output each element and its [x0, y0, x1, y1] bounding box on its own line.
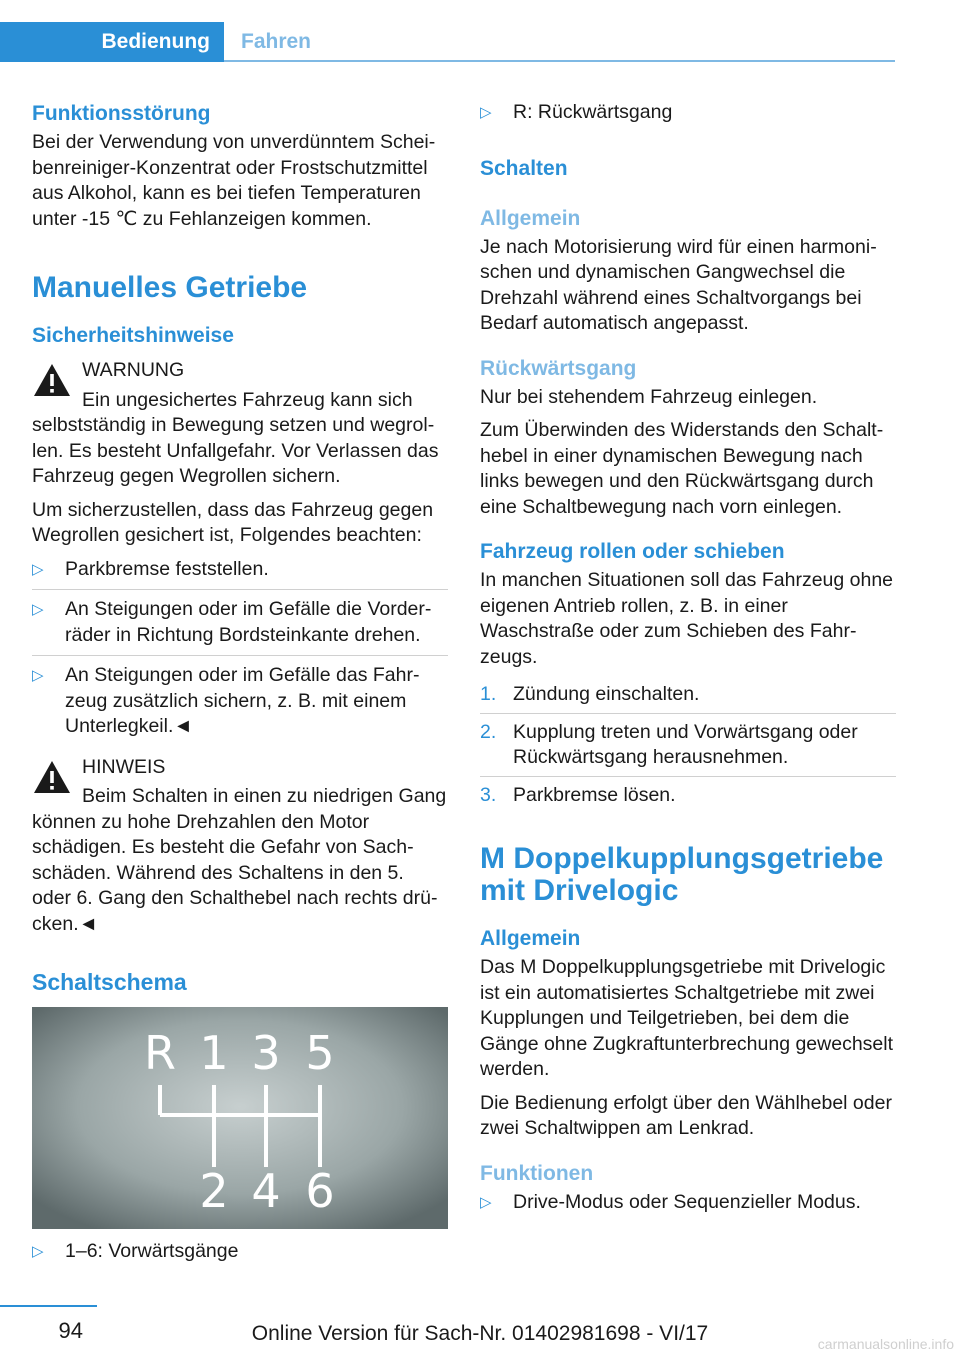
notice-label: HINWEIS [82, 755, 166, 778]
safety-list [32, 557, 448, 747]
text-mdkg-1: Das M Doppelkupplungsgetriebe mit Drivelogic ist ein automatisiertes Schaltgetriebe mit zwei Kupplungen und Teilgetrieben, bei dem die Gänge ohne Zugkraftunterbrechung gewechselt werden. [480, 956, 894, 1080]
heading-fahrzeug-rollen: Fahrzeug rollen oder schieben [480, 540, 785, 563]
left-column [32, 100, 448, 1280]
list-item: ▷ Drive-Modus oder Sequenzieller Modus. [480, 1190, 896, 1223]
warning-triangle-icon [32, 759, 72, 795]
gear-label-3: 3 [251, 1026, 281, 1080]
warning-block [32, 358, 448, 384]
list-item: ▷ An Steigungen oder im Gefälle die Vorderräder in Richtung Bordsteinkante drehen. [32, 597, 448, 656]
warning-text: Ein ungesichertes Fahrzeug kann sich selbstständig in Bewegung setzen und wegrollen. Es besteht Unfallgefahr. Vor Verlassen das Fahrzeug gegen Wegrollen sichern. [32, 388, 439, 487]
heading-allgemein-2: Allgemein [480, 927, 581, 950]
triangle-bullet-icon: ▷ [32, 667, 44, 684]
triangle-bullet-icon: ▷ [480, 104, 492, 121]
warning-label: WARNUNG [82, 359, 185, 381]
list-item: 2. Kupplung treten und Vorwärtsgang oder Rückwärtsgang herausnehmen. [480, 720, 896, 777]
heading-manuelles-getriebe: Manuelles Getriebe [32, 271, 308, 304]
text-funktionsstoerung: Bei der Verwendung von unverdünntem Scheibenreiniger-Konzentrat oder Frostschutzmittel aus Alkohol, kann es bei tiefen Temperaturen unter -15 ℃ zu Fehlanzeigen kommen. [32, 131, 436, 230]
heading-m-doppelkupplungsgetriebe: M Doppelkupplungsgetriebe mit Drivelogic [480, 842, 884, 907]
gear-label-1: 1 [199, 1026, 229, 1080]
steps-list [480, 682, 896, 813]
heading-allgemein: Allgemein [480, 206, 581, 230]
text-sicherstellen: Um sicherzustellen, dass das Fahrzeug gegen Wegrollen gesichert ist, Folgendes beachten: [32, 498, 434, 546]
heading-funktionen: Funktionen [480, 1161, 594, 1185]
heading-rueckwaertsgang: Rückwärtsgang [480, 356, 637, 380]
heading-sicherheitshinweise: Sicherheitshinweise [32, 324, 234, 347]
text-fahrzeug-rollen: In manchen Situationen soll das Fahrzeug ohne eigenen Antrieb rollen, z. B. in einer Waschstraße oder zum Schieben des Fahrzeugs. [480, 569, 894, 668]
list-item: 3. Parkbremse lösen. [480, 783, 676, 806]
online-version-text: Online Version für Sach-Nr. 01402981698 - VI/17 [251, 1322, 709, 1345]
list-item: ▷ Parkbremse feststellen. [32, 557, 448, 591]
notice-text: Beim Schalten in einen zu niedrigen Gang können zu hohe Drehzahlen den Motor schädigen. Es besteht die Gefahr von Sachschäden. Während des Schaltens in den 5. oder 6. Gang den Schalthebel nach rechts drücken.◄ [32, 785, 447, 935]
gear-label-6: 6 [305, 1164, 335, 1218]
notice-block [32, 755, 448, 781]
gear-label-2: 2 [199, 1164, 229, 1218]
tab-bedienung[interactable]: Bedienung [0, 22, 224, 62]
heading-schaltschema: Schaltschema [32, 969, 187, 995]
shift-pattern-image [32, 1007, 448, 1229]
triangle-bullet-icon: ▷ [32, 601, 44, 618]
gear-label-4: 4 [251, 1164, 281, 1218]
text-rueckwaertsgang-1: Nur bei stehendem Fahrzeug einlegen. [480, 385, 818, 408]
page-number: 94 [58, 1318, 83, 1343]
tab-fahren[interactable]: Fahren [241, 30, 312, 53]
list-item: 1. Zündung einschalten. [480, 682, 896, 714]
watermark: carmanualsonline.info [817, 1336, 954, 1352]
gear-label-r: R [144, 1026, 176, 1080]
triangle-bullet-icon: ▷ [32, 1243, 44, 1260]
list-item: ▷ 1–6: Vorwärtsgänge [32, 1239, 448, 1272]
heading-schalten: Schalten [480, 156, 568, 180]
functions-list [480, 1190, 896, 1223]
list-item: ▷ R: Rückwärtsgang [480, 100, 896, 133]
right-column [480, 100, 896, 1230]
text-allgemein: Je nach Motorisierung wird für einen harmonischen und dynamischen Gangwechsel die Drehzahl während eines Schaltvorgangs bei Bedarf automatisch angepasst. [480, 235, 877, 334]
gears-list [32, 1239, 448, 1272]
warning-triangle-icon [32, 362, 72, 398]
header-divider [224, 60, 895, 62]
text-mdkg-2: Die Bedienung erfolgt über den Wählhebel oder zwei Schaltwippen am Lenkrad. [480, 1091, 892, 1139]
text-rueckwaertsgang-2: Zum Überwinden des Widerstands den Schalthebel in einer dynamischen Bewegung nach links bewegen und den Rückwärtsgang durch eine Schaltbewegung nach vorn einlegen. [480, 419, 884, 518]
list-item: ▷ An Steigungen oder im Gefälle das Fahrzeug zusätzlich sichern, z. B. mit einem Unterlegkeil.◄ [32, 664, 420, 737]
gear-label-5: 5 [305, 1026, 335, 1080]
footer-divider [0, 1305, 97, 1307]
header-bar [0, 0, 895, 62]
triangle-bullet-icon: ▷ [480, 1193, 492, 1211]
triangle-bullet-icon: ▷ [32, 560, 44, 578]
reverse-list [480, 100, 896, 133]
heading-funktionsstoerung: Funktionsstörung [32, 102, 211, 125]
